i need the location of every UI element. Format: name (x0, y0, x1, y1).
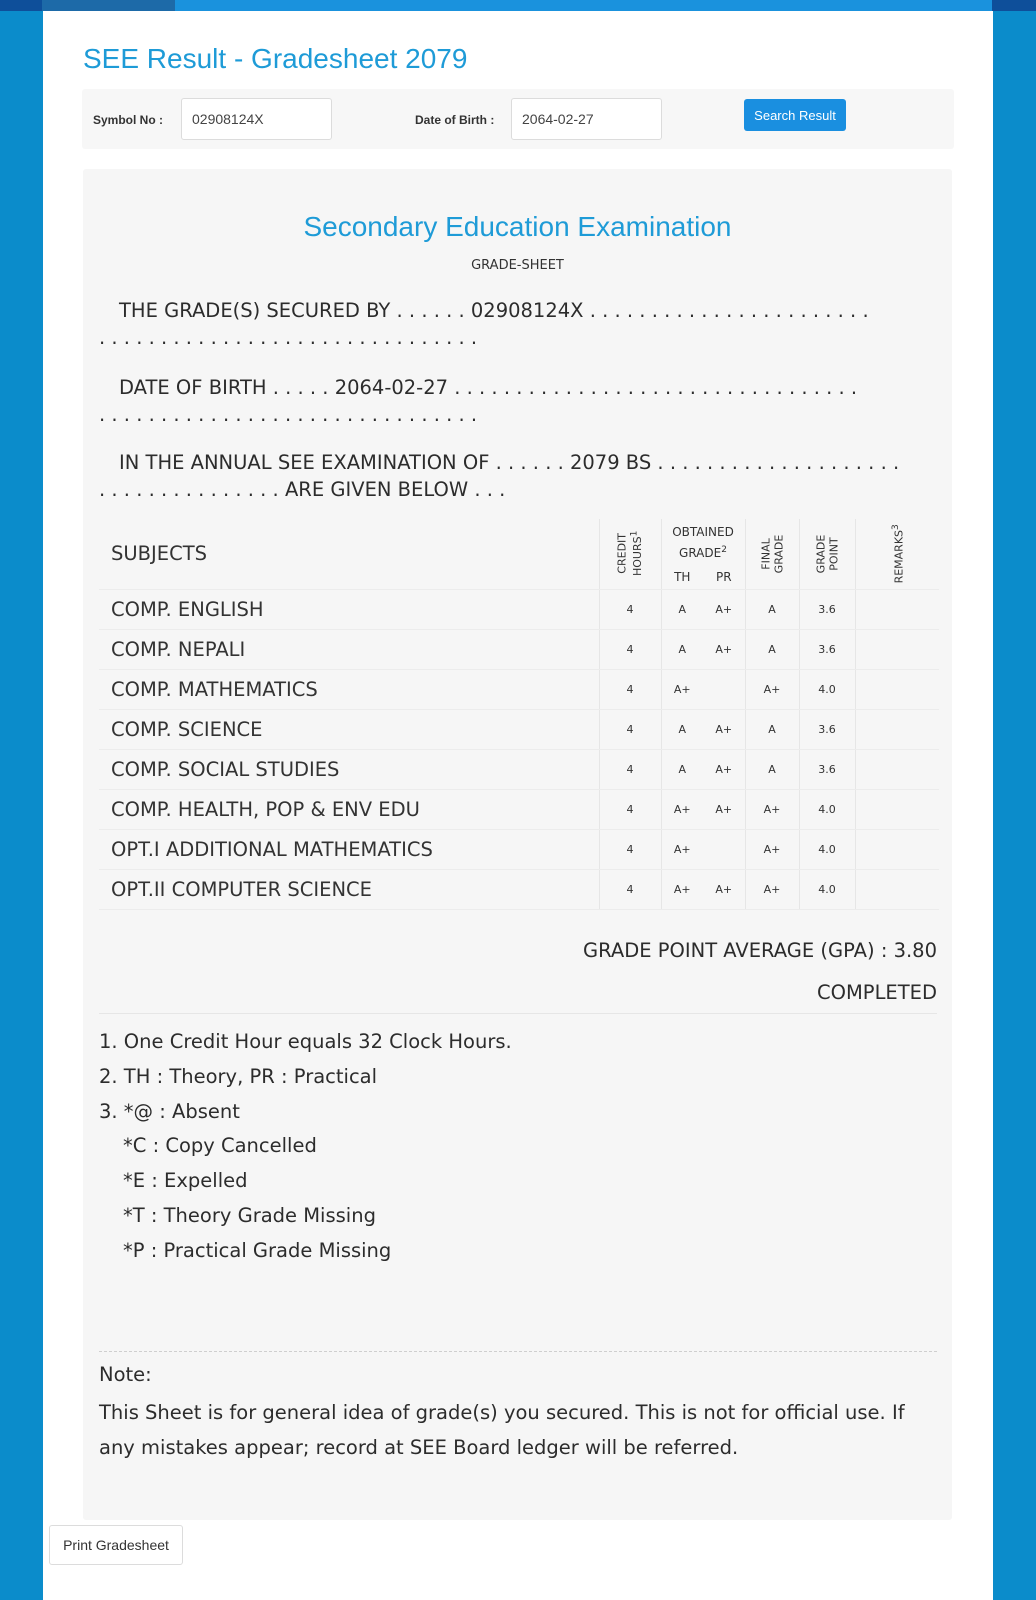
remarks-header-text: REMARKS (892, 529, 906, 584)
final-grade-cell: A (745, 709, 799, 749)
pr-grade-cell: A+ (703, 709, 745, 749)
obtained-footnote-mark: 2 (721, 545, 727, 556)
divider (99, 1013, 937, 1014)
credit-cell: 4 (599, 789, 661, 829)
table-row (99, 749, 939, 789)
remarks-cell (855, 589, 939, 629)
grade-point-header (799, 519, 855, 589)
search-form (82, 89, 954, 149)
final-grade-cell: A+ (745, 869, 799, 909)
footnote-practical-missing: *P : Practical Grade Missing (123, 1238, 392, 1262)
credit-cell: 4 (599, 589, 661, 629)
th-grade-cell: A+ (661, 869, 703, 909)
search-result-button[interactable]: Search Result (744, 99, 846, 131)
pr-grade-cell: A+ (703, 869, 745, 909)
exam-tail: . . . . . . . . . . . . . . . ARE GIVEN BELOW . . . (99, 478, 506, 501)
print-gradesheet-button[interactable]: Print Gradesheet (49, 1525, 183, 1565)
subject-cell: OPT.I ADDITIONAL MATHEMATICS (99, 829, 599, 869)
th-grade-cell: A (661, 589, 703, 629)
final-grade-cell: A (745, 589, 799, 629)
exam-text: IN THE ANNUAL SEE EXAMINATION OF . . . . . . 2079 BS . . . . . . . . . . . . . . . . . . . . (119, 451, 900, 474)
grade-point-cell: 4.0 (799, 789, 855, 829)
top-strip-tab (42, 0, 175, 11)
footnote-1: 1. One Credit Hour equals 32 Clock Hours. (99, 1030, 512, 1053)
th-grade-cell: A+ (661, 669, 703, 709)
credit-cell: 4 (599, 829, 661, 869)
credit-cell: 4 (599, 709, 661, 749)
dob-dots: . . . . . . . . . . . . . . . . . . . . . . . . . . . . . . . (99, 403, 478, 426)
remarks-cell (855, 709, 939, 749)
result-status: COMPLETED (817, 981, 937, 1004)
page-title: SEE Result - Gradesheet 2079 (83, 43, 468, 74)
remarks-header (855, 519, 939, 589)
pr-header: PR (715, 570, 732, 585)
table-row (99, 789, 939, 829)
credit-cell: 4 (599, 869, 661, 909)
final-header-line2: GRADE (771, 534, 785, 574)
final-grade-cell: A+ (745, 829, 799, 869)
th-header: TH (674, 570, 691, 585)
table-row (99, 869, 939, 909)
subject-cell: COMP. SOCIAL STUDIES (99, 749, 599, 789)
page-container (43, 11, 993, 1600)
table-row (99, 629, 939, 669)
pr-grade-cell (703, 669, 745, 709)
footnote-3: 3. *@ : Absent (99, 1099, 240, 1123)
table-row (99, 589, 939, 629)
subject-cell: COMP. HEALTH, POP & ENV EDU (99, 789, 599, 829)
secured-by-dots: . . . . . . . . . . . . . . . . . . . . . . . . . . . . . . . (99, 326, 478, 349)
obtained-header-line1: OBTAINED (672, 525, 734, 540)
remarks-cell (855, 669, 939, 709)
note-title: Note: (99, 1363, 152, 1386)
footnotes (99, 1025, 937, 1269)
grade-point-cell: 3.6 (799, 749, 855, 789)
symbol-input[interactable] (181, 98, 332, 140)
exam-title: Secondary Education Examination (303, 211, 732, 242)
remarks-cell (855, 869, 939, 909)
final-grade-cell: A+ (745, 669, 799, 709)
credit-cell: 4 (599, 669, 661, 709)
pr-grade-cell: A+ (703, 789, 745, 829)
subjects-header: SUBJECTS (99, 519, 599, 589)
pr-grade-cell (703, 829, 745, 869)
dob-input[interactable] (511, 98, 662, 140)
th-grade-cell: A+ (661, 829, 703, 869)
grade-sheet (83, 169, 952, 1520)
table-row (99, 669, 939, 709)
pr-grade-cell: A+ (703, 589, 745, 629)
subject-cell: COMP. NEPALI (99, 629, 599, 669)
final-grade-cell: A+ (745, 789, 799, 829)
final-header-line1: FINAL (758, 538, 772, 570)
credit-cell: 4 (599, 629, 661, 669)
final-grade-header (745, 519, 799, 589)
remarks-cell (855, 629, 939, 669)
grade-point-cell: 3.6 (799, 589, 855, 629)
subject-cell: COMP. SCIENCE (99, 709, 599, 749)
top-strip (0, 0, 1036, 11)
top-strip-right (992, 0, 1036, 11)
table-row (99, 829, 939, 869)
credit-header-line1: CREDIT (615, 533, 629, 575)
grade-point-cell: 4.0 (799, 829, 855, 869)
final-grade-cell: A (745, 629, 799, 669)
credit-hours-header (599, 519, 661, 589)
credit-footnote-mark: 1 (629, 531, 640, 537)
grade-point-cell: 3.6 (799, 709, 855, 749)
gpa-text: GRADE POINT AVERAGE (GPA) : 3.80 (583, 939, 937, 962)
table-row (99, 709, 939, 749)
dob-line (99, 374, 939, 428)
footnote-copy-cancelled: *C : Copy Cancelled (123, 1134, 317, 1158)
secured-by-text: THE GRADE(S) SECURED BY . . . . . . 02908124X . . . . . . . . . . . . . . . . . . . . . . . (119, 299, 869, 322)
grade-point-cell: 4.0 (799, 869, 855, 909)
subject-cell: COMP. ENGLISH (99, 589, 599, 629)
exam-line (99, 449, 939, 503)
grades-table (99, 519, 939, 910)
pr-grade-cell: A+ (703, 629, 745, 669)
th-grade-cell: A+ (661, 789, 703, 829)
grade-point-cell: 3.6 (799, 629, 855, 669)
sheet-subtitle: GRADE-SHEET (471, 258, 564, 273)
pr-grade-cell: A+ (703, 749, 745, 789)
top-strip-left (0, 0, 42, 11)
th-grade-cell: A (661, 709, 703, 749)
subject-cell: COMP. MATHEMATICS (99, 669, 599, 709)
final-grade-cell: A (745, 749, 799, 789)
note-divider (99, 1351, 937, 1352)
gp-header-line1: GRADE (813, 534, 827, 574)
secured-by-line (99, 297, 939, 351)
remarks-footnote-mark: 3 (890, 524, 901, 530)
credit-cell: 4 (599, 749, 661, 789)
credit-header-line2: HOURS (631, 536, 645, 577)
remarks-cell (855, 749, 939, 789)
grade-point-cell: 4.0 (799, 669, 855, 709)
dob-label: Date of Birth : (415, 113, 495, 127)
remarks-cell (855, 829, 939, 869)
grades-table-body (99, 589, 939, 909)
obtained-grade-header (661, 519, 745, 589)
table-header-row (99, 519, 939, 589)
th-grade-cell: A (661, 749, 703, 789)
subject-cell: OPT.II COMPUTER SCIENCE (99, 869, 599, 909)
gp-header-line2: POINT (826, 537, 840, 571)
dob-text: DATE OF BIRTH . . . . . 2064-02-27 . . . . . . . . . . . . . . . . . . . . . . . . . . . . . . . . . (119, 376, 858, 399)
remarks-cell (855, 789, 939, 829)
note-body: This Sheet is for general idea of grade(s) you secured. This is not for official use. If any mistakes appear; record at SEE Board ledger will be referred. (99, 1401, 905, 1459)
footnote-expelled: *E : Expelled (123, 1169, 248, 1193)
th-grade-cell: A (661, 629, 703, 669)
obtained-header-line2: GRADE (679, 546, 722, 561)
symbol-label: Symbol No : (93, 113, 164, 127)
footnote-theory-missing: *T : Theory Grade Missing (123, 1203, 376, 1227)
footnote-2: 2. TH : Theory, PR : Practical (99, 1064, 378, 1088)
